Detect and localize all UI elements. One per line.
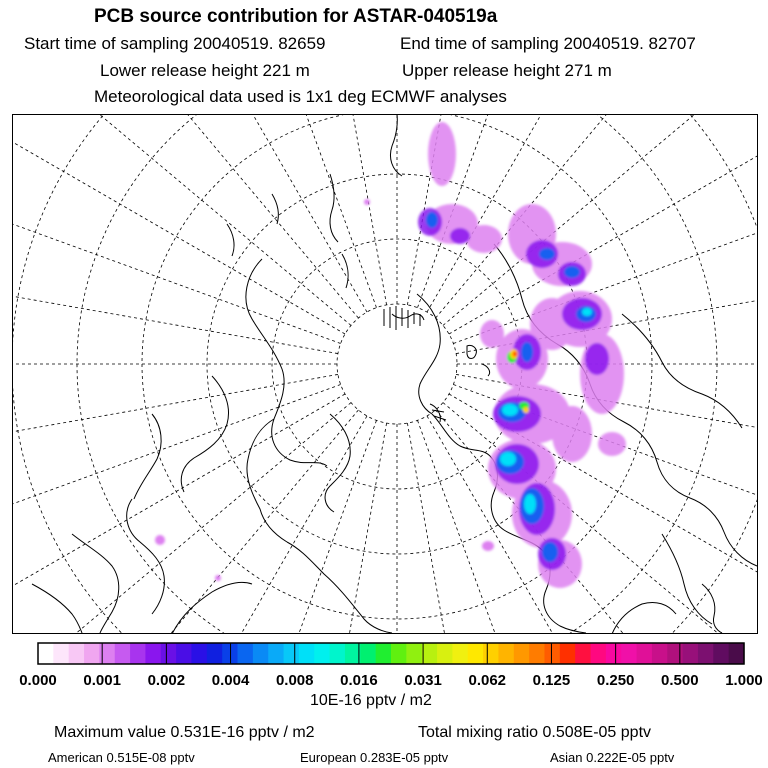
- colorbar-swatch: [606, 643, 622, 664]
- colorbar-swatch: [53, 643, 69, 664]
- end-time-label: End time of sampling 20040519. 82707: [400, 34, 696, 53]
- colorbar-tick-label: 0.008: [275, 672, 314, 689]
- start-time-label: Start time of sampling 20040519. 82659: [24, 34, 326, 53]
- colorbar-swatch: [652, 643, 668, 664]
- colorbar-tick-label: 0.001: [83, 672, 121, 689]
- colorbar-swatch: [38, 643, 54, 664]
- max-value-label: Maximum value 0.531E-16 pptv / m2: [54, 724, 315, 741]
- colorbar-swatch: [176, 643, 192, 664]
- colorbar-swatch: [284, 643, 300, 664]
- colorbar-swatch: [360, 643, 376, 664]
- colorbar-tick-label: 0.031: [404, 672, 442, 689]
- colorbar-swatch: [575, 643, 591, 664]
- colorbar-swatch: [591, 643, 607, 664]
- colorbar-swatch: [529, 643, 545, 664]
- map-frame: [13, 115, 758, 634]
- colorbar-swatch: [560, 643, 576, 664]
- colorbar-swatch: [268, 643, 284, 664]
- colorbar-swatch: [330, 643, 346, 664]
- colorbar-tick-label: 0.062: [468, 672, 507, 689]
- colorbar-swatch: [207, 643, 223, 664]
- colorbar-swatch: [299, 643, 315, 664]
- colorbar-swatch: [130, 643, 146, 664]
- colorbar-swatch: [667, 643, 683, 664]
- colorbar: [0, 640, 768, 692]
- colorbar-swatch: [637, 643, 653, 664]
- colorbar-swatch: [514, 643, 530, 664]
- colorbar-tick-label: 1.000: [725, 672, 763, 689]
- colorbar-tick-label: 0.004: [211, 672, 250, 689]
- colorbar-unit-label: 10E-16 pptv / m2: [310, 692, 432, 709]
- european-contribution: European 0.283E-05 pptv: [300, 750, 449, 765]
- colorbar-swatch: [544, 643, 560, 664]
- colorbar-swatch: [621, 643, 637, 664]
- colorbar-swatch: [437, 643, 453, 664]
- colorbar-swatch: [498, 643, 514, 664]
- colorbar-swatch: [238, 643, 254, 664]
- colorbar-swatch: [161, 643, 177, 664]
- colorbar-tick-label: 0.250: [596, 672, 635, 689]
- colorbar-swatch: [376, 643, 392, 664]
- upper-height-label: Upper release height 271 m: [402, 61, 612, 80]
- colorbar-tick-label: 0.002: [147, 672, 186, 689]
- colorbar-swatch: [115, 643, 131, 664]
- colorbar-tick-label: 0.500: [661, 672, 699, 689]
- colorbar-swatch: [452, 643, 468, 664]
- asian-contribution: Asian 0.222E-05 pptv: [550, 750, 675, 765]
- colorbar-swatch: [406, 643, 422, 664]
- colorbar-swatch: [69, 643, 85, 664]
- colorbar-swatch: [698, 643, 714, 664]
- colorbar-swatch: [468, 643, 484, 664]
- lower-height-label: Lower release height 221 m: [100, 61, 310, 80]
- colorbar-swatch: [422, 643, 438, 664]
- colorbar-tick-label: 0.000: [19, 672, 57, 689]
- colorbar-swatch: [729, 643, 745, 664]
- met-data-label: Meteorological data used is 1x1 deg ECMWF analyses: [94, 87, 507, 106]
- colorbar-swatch: [683, 643, 699, 664]
- polar-map: [12, 114, 758, 634]
- american-contribution: American 0.515E-08 pptv: [48, 750, 195, 765]
- colorbar-swatch: [483, 643, 499, 664]
- colorbar-swatch: [253, 643, 269, 664]
- colorbar-tick-label: 0.125: [532, 672, 571, 689]
- colorbar-swatch: [145, 643, 161, 664]
- colorbar-swatch: [391, 643, 407, 664]
- colorbar-tick-label: 0.016: [340, 672, 378, 689]
- total-mixing-ratio-label: Total mixing ratio 0.508E-05 pptv: [418, 724, 652, 741]
- colorbar-swatch: [191, 643, 207, 664]
- plot-title: PCB source contribution for ASTAR-040519a: [94, 6, 498, 27]
- colorbar-swatch: [713, 643, 729, 664]
- colorbar-swatch: [84, 643, 100, 664]
- colorbar-swatch: [314, 643, 330, 664]
